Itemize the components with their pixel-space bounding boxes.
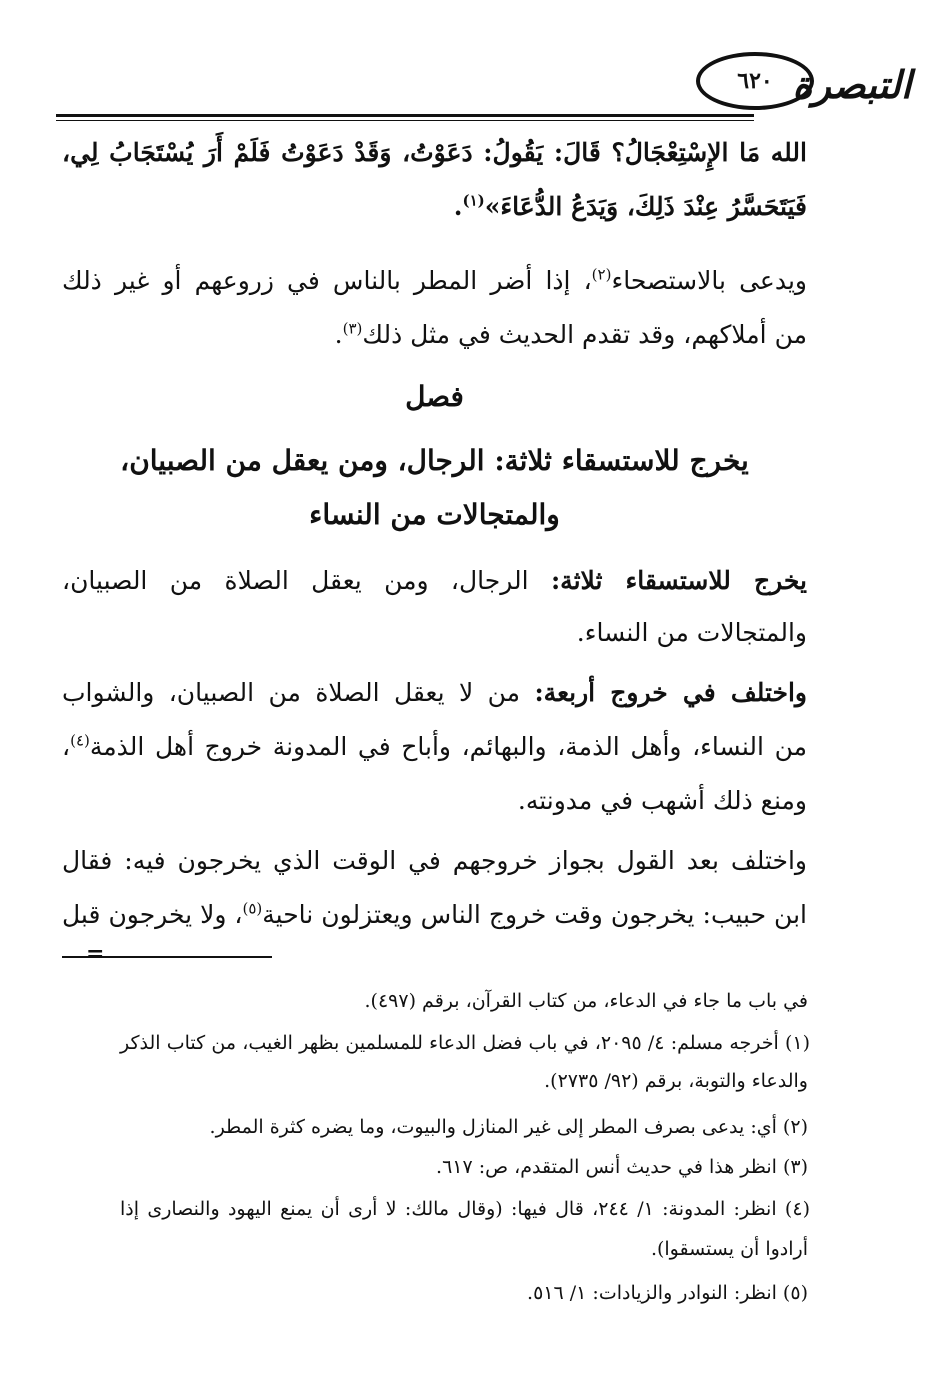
footnote-5: (٥) انظر: النوادر والزيادات: ١/ ٥١٦. [527, 1282, 808, 1304]
header-rule [56, 114, 754, 117]
section-heading-line-1: يخرج للاستسقاء ثلاثة: الرجال، ومن يعقل من الصبيان، [120, 444, 749, 477]
section-heading-line-2: والمتجالات من النساء [309, 498, 560, 531]
paragraph-2-rest: من لا يعقل الصلاة من الصبيان، والشواب [62, 678, 535, 707]
footnote-ref-4: (٤) [70, 731, 90, 750]
page-number: ٦٢٠ [696, 52, 814, 110]
footnote-3: (٣) انظر هذا في حديث أنس المتقدم، ص: ٦١٧. [436, 1156, 808, 1178]
paragraph-1-line-2: والمتجالات من النساء. [576, 618, 807, 647]
paragraph-1-line-1 [62, 556, 807, 606]
paragraph-2-line-2-end: ، [62, 732, 71, 761]
continuation-mark: = [86, 941, 105, 967]
istishaa-text-b: ، إذا أضر المطر بالناس في زروعهم أو غير ذلك [62, 266, 592, 295]
hadith-line-2-text: فَيَتَحَسَّرُ عِنْدَ ذَلِكَ، وَيَدَعُ الدُّعَاءَ» [484, 192, 807, 221]
footnote-ref-1: (١) [462, 191, 485, 210]
paragraph-istishaa-line-1 [62, 256, 807, 306]
paragraph-2-line-2 [62, 722, 807, 772]
paragraph-3-line-2 [62, 890, 807, 940]
running-title: التبصرة [792, 62, 912, 107]
paragraph-2-line-1 [62, 668, 807, 718]
paragraph-3-line-2-text-b: ، ولا يخرجون قبل [62, 900, 243, 929]
paragraph-2-line-3: ومنع ذلك أشهب في مدونته. [517, 786, 807, 815]
footnote-ref-3: (٣) [342, 319, 363, 338]
page-header [56, 40, 912, 130]
header-rule-thin [56, 120, 754, 121]
paragraph-3-line-2-text-a: ابن حبيب: يخرجون وقت خروج الناس ويعتزلون ناحية [262, 900, 807, 929]
istishaa-text-a: ويدعى بالاستصحاء [611, 266, 807, 295]
hadith-line-1: الله مَا الإِسْتِعْجَالُ؟ قَالَ: يَقُولُ: دَعَوْتُ، وَقَدْ دَعَوْتُ فَلَمْ أَرَ يُسْتَجَابُ لِي، [62, 138, 807, 167]
paragraph-2-lead: واختلف في خروج أربعة: [534, 678, 808, 707]
footnote-ref-2: (٢) [591, 265, 612, 284]
istishaa-line-2-text: من أملاكهم، وقد تقدم الحديث في مثل ذلك [362, 320, 807, 349]
footnote-1-line-2: والدعاء والتوبة، برقم (٩٢/ ٢٧٣٥). [544, 1070, 808, 1092]
istishaa-line-2-end: . [334, 320, 343, 349]
hadith-line-2-end: . [453, 192, 463, 221]
footnote-1-line-1: (١) أخرجه مسلم: ٤/ ٢٠٩٥، في باب فضل الدعاء للمسلمين بظهر الغيب، من كتاب الذكر [120, 1032, 811, 1054]
hadith-line-2 [62, 182, 807, 232]
footnote-ref-5: (٥) [242, 899, 263, 918]
paragraph-istishaa-line-2 [62, 310, 807, 360]
paragraph-2-line-2-text: من النساء، وأهل الذمة، والبهائم، وأباح في المدونة خروج أهل الذمة [89, 732, 807, 761]
footnote-4-line-2: أرادوا أن يستسقوا). [650, 1238, 808, 1260]
paragraph-3-line-1: واختلف بعد القول بجواز خروجهم في الوقت الذي يخرجون فيه: فقال [62, 846, 807, 875]
paragraph-1-lead: يخرج للاستسقاء ثلاثة: [550, 566, 807, 595]
footnote-4-line-1: (٤) انظر: المدونة: ١/ ٢٤٤، قال فيها: (وقال مالك: لا أرى أن يمنع اليهود والنصارى إذا [120, 1198, 810, 1220]
paragraph-1-rest: الرجال، ومن يعقل الصلاة من الصبيان، [62, 566, 551, 595]
footnote-continuation: في باب ما جاء في الدعاء، من كتاب القرآن، برقم (٤٩٧). [364, 990, 808, 1012]
section-label: فصل [405, 380, 464, 413]
footnote-2: (٢) أي: يدعى بصرف المطر إلى غير المنازل والبيوت، وما يضره كثرة المطر. [209, 1116, 808, 1138]
